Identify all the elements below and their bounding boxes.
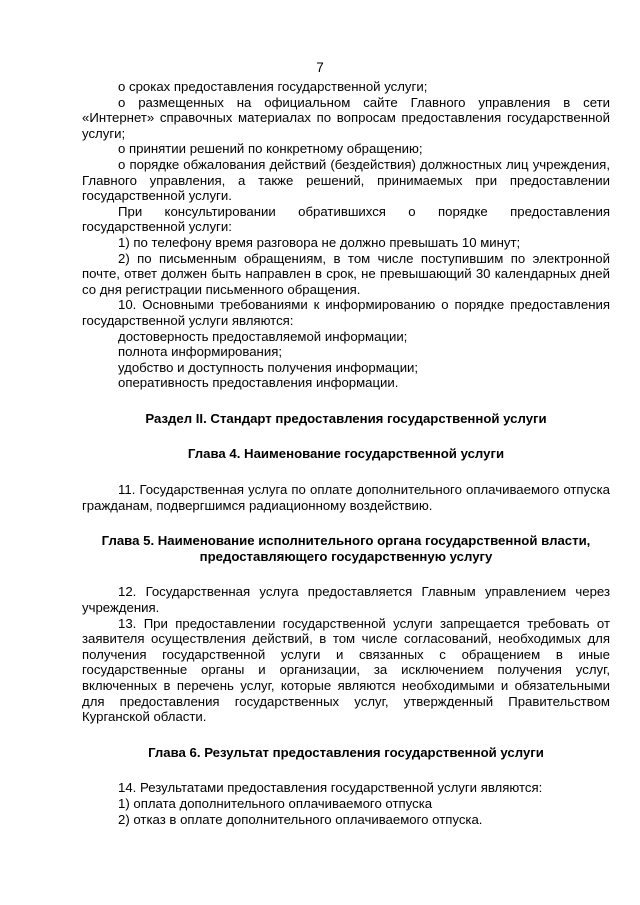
list-item: достоверность предоставляемой информации; — [118, 328, 408, 344]
paragraph: 12. Государственная услуга предоставляется Главным управлением через учреждения. — [82, 584, 610, 616]
paragraph: 2) по письменным обращениям, в том числе поступившим по электронной почте, ответ должен быть направлен в срок, не превышающий 30 календарных дней со дня регистрации письменного обращения. — [82, 250, 610, 297]
paragraph: о порядке обжалования действий (бездействия) должностных лиц учреждения, Главного управления, а также решений, принимаемых при предоставлении государственной услуги. — [82, 156, 610, 204]
paragraph: 10. Основными требованиями к информированию о порядке предоставления государственной услуги являются: — [82, 297, 610, 328]
paragraph: 11. Государственная услуга по оплате дополнительного оплачиваемого отпуска гражданам, подвергшимся радиационному воздействию. — [82, 482, 610, 513]
list-item: полнота информирования; — [118, 344, 283, 360]
paragraph: При консультировании обратившихся о порядке предоставления государственной услуги: — [82, 203, 610, 235]
paragraph: о принятии решений по конкретному обращению; — [118, 141, 423, 157]
paragraph: 13. При предоставлении государственной услуги запрещается требовать от заявителя осуществления действий, в том числе согласований, необходимых для получения государственной услуги и связанных с обращением в иные государственные органы и организации, за исключением получения услуг, включенных в перечень услуг, которые являются необходимыми и обязательными для предоставления государственных услуг, утвержденный Правительством Курганской области. — [82, 615, 610, 725]
chapter-heading: Глава 4. Наименование государственной услуги — [187, 446, 505, 462]
paragraph: о сроках предоставления государственной услуги; — [118, 79, 428, 94]
page-number: 7 — [316, 60, 324, 75]
paragraph: 1) по телефону время разговора не должно превышать 10 минут; — [118, 234, 521, 250]
list-item: 1) оплата дополнительного оплачиваемого отпуска — [118, 795, 433, 811]
paragraph: 14. Результатами предоставления государственной услуги являются: — [118, 780, 543, 796]
list-item: оперативность предоставления информации. — [118, 375, 399, 391]
document-body — [82, 79, 610, 827]
paragraph: о размещенных на официальном сайте Главного управления в сети «Интернет» справочных материалах по вопросам предоставления государственной услуги; — [82, 94, 610, 141]
list-item: удобство и доступность получения информации; — [118, 359, 419, 375]
list-item: 2) отказ в оплате дополнительного оплачиваемого отпуска. — [118, 811, 483, 827]
section-heading: Раздел II. Стандарт предоставления государственной услуги — [145, 410, 547, 426]
chapter-heading: Глава 6. Результат предоставления государственной услуги — [148, 744, 544, 760]
chapter-heading: Глава 5. Наименование исполнительного органа государственной власти, предоставляющего государственную услугу — [101, 533, 591, 564]
